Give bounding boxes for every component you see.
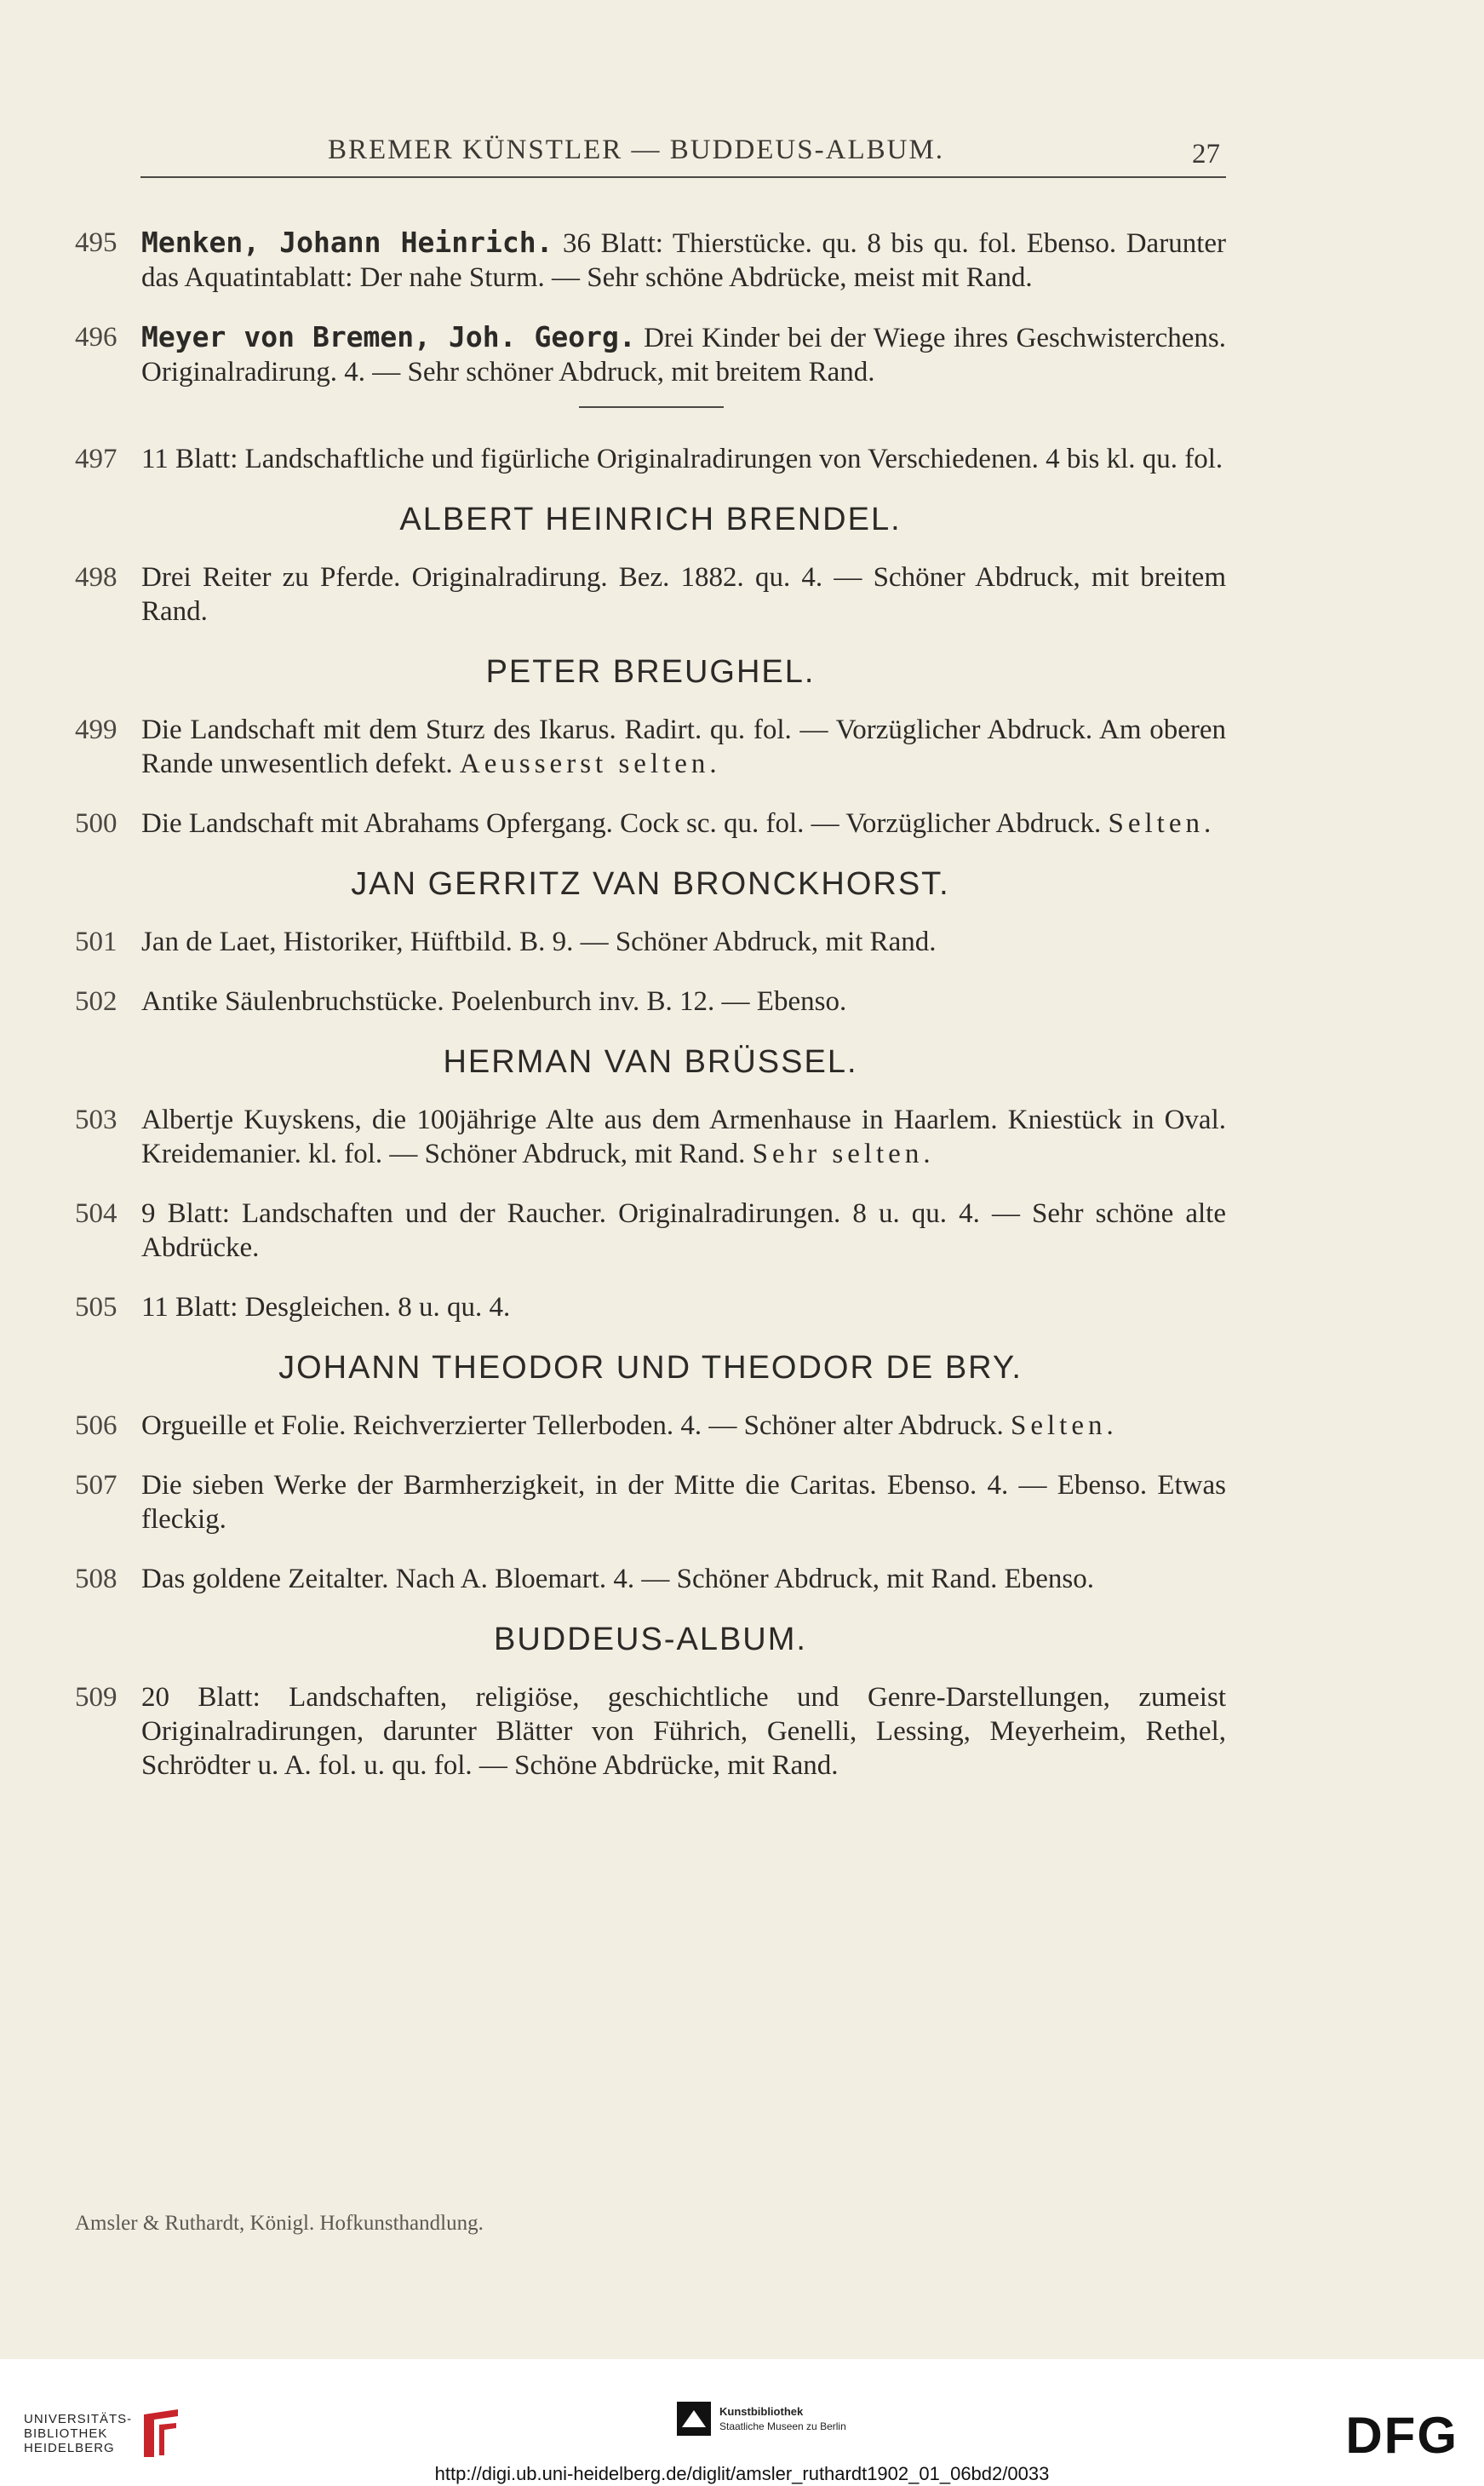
entry-text: 9 Blatt: Landschaften und der Raucher. Originalradirungen. 8 u. qu. 4. — Sehr schöne alte Abdrücke.	[141, 1198, 1226, 1263]
catalog-entry	[75, 925, 1226, 959]
entry-text: Jan de Laet, Historiker, Hüftbild. B. 9. — Schöner Abdruck, mit Rand.	[141, 927, 937, 957]
entry-number: 502	[75, 986, 117, 1017]
entry-number: 503	[75, 1105, 117, 1135]
header-rule	[140, 176, 1226, 178]
entry-text: Orgueille et Folie. Reichverzierter Tellerboden. 4. — Schöner alter Abdruck.	[141, 1410, 1011, 1441]
entry-number: 498	[75, 562, 117, 593]
catalog-entry	[75, 1103, 1226, 1171]
entry-number: 495	[75, 227, 117, 258]
digitization-footer	[0, 2359, 1484, 2486]
rarity-note: Aeusserst selten.	[459, 749, 721, 779]
entry-text: Die Landschaft mit Abrahams Opfergang. Cock sc. qu. fol. — Vorzüglicher Abdruck.	[141, 808, 1109, 839]
catalog-entry	[75, 226, 1226, 295]
entry-text: 36 Blatt: Thierstücke. qu. 8 bis qu. fol. Ebenso. Darunter das Aquatintablatt: Der nahe Sturm. — Sehr schöne Abdrücke, meist mit Rand.	[141, 228, 1226, 293]
entry-text: Albertje Kuyskens, die 100jährige Alte aus dem Armenhause in Haarlem. Kniestück in Oval. Kreidemanier. kl. fol. — Schöner Abdruck, mit Rand.	[141, 1105, 1226, 1169]
catalog-entry	[75, 1562, 1226, 1596]
artist-name: Menken, Johann Heinrich.	[141, 226, 553, 259]
catalog-entry	[75, 1290, 1226, 1324]
artist-name: Meyer von Bremen, Joh. Georg.	[141, 320, 636, 353]
entry-text: Drei Reiter zu Pferde. Originalradirung. Bez. 1882. qu. 4. — Schöner Abdruck, mit breitem Rand.	[141, 562, 1226, 627]
uni-logo-line: BIBLIOTHEK	[24, 2426, 108, 2441]
kb-title: Kunstbibliothek	[719, 2404, 804, 2418]
entry-text: Antike Säulenbruchstücke. Poelenburch inv. B. 12. — Ebenso.	[141, 986, 847, 1017]
rarity-note: Selten.	[1108, 808, 1216, 839]
rarity-note: Selten.	[1010, 1410, 1118, 1441]
entry-number: 496	[75, 322, 117, 353]
entry-number: 500	[75, 808, 117, 839]
heidelberg-library-logo[interactable]	[24, 2406, 185, 2460]
section-heading: ALBERT HEINRICH BRENDEL.	[399, 502, 902, 537]
entry-number: 508	[75, 1564, 117, 1594]
entry-text: Die sieben Werke der Barmherzigkeit, in der Mitte die Caritas. Ebenso. 4. — Ebenso. Etwas fleckig.	[141, 1470, 1226, 1535]
section-heading: PETER BREUGHEL.	[485, 654, 816, 690]
catalog-entry	[75, 560, 1226, 629]
catalog-entry	[75, 320, 1226, 389]
section-divider	[579, 406, 724, 408]
section-heading: JAN GERRITZ VAN BRONCKHORST.	[351, 866, 950, 902]
entry-number: 497	[75, 444, 117, 474]
catalog-entry	[75, 1468, 1226, 1536]
entry-text: Die Landschaft mit dem Sturz des Ikarus. Radirt. qu. fol. — Vorzüglicher Abdruck. Am oberen Rande unwesentlich defekt.	[141, 715, 1226, 779]
entry-number: 501	[75, 927, 117, 957]
running-head: BREMER KÜNSTLER — BUDDEUS-ALBUM.	[328, 135, 945, 165]
catalog-entry	[75, 1680, 1226, 1783]
entry-number: 504	[75, 1198, 117, 1229]
catalog-entry	[75, 442, 1226, 476]
uni-logo-line: UNIVERSITÄTS-	[24, 2411, 133, 2426]
entry-number: 499	[75, 715, 117, 745]
entry-text: 11 Blatt: Desgleichen. 8 u. qu. 4.	[141, 1292, 511, 1323]
catalog-entry	[75, 985, 1226, 1019]
catalog-entry	[75, 713, 1226, 781]
entry-text: 11 Blatt: Landschaftliche und figürliche Originalradirungen von Verschiedenen. 4 bis kl. qu. fol.	[141, 444, 1223, 474]
entry-number: 506	[75, 1410, 117, 1441]
page-number: 27	[1192, 139, 1220, 169]
section-heading: JOHANN THEODOR UND THEODOR DE BRY.	[278, 1350, 1023, 1386]
catalog-content	[75, 226, 1226, 1808]
entry-number: 507	[75, 1470, 117, 1501]
heidelberg-mark-icon	[137, 2406, 185, 2460]
rarity-note: Sehr selten.	[752, 1139, 935, 1169]
entry-number: 505	[75, 1292, 117, 1323]
entry-text: Das goldene Zeitalter. Nach A. Bloemart. 4. — Schöner Abdruck, mit Rand. Ebenso.	[141, 1564, 1095, 1594]
publisher-imprint: Amsler & Ruthardt, Königl. Hofkunsthandlung.	[75, 2212, 484, 2235]
dfg-logo[interactable]: DFG	[1345, 2407, 1458, 2464]
entry-number: 509	[75, 1682, 117, 1713]
kb-subtitle: Staatliche Museen zu Berlin	[719, 2420, 846, 2432]
kunstbibliothek-logo[interactable]	[677, 2402, 846, 2436]
entry-text: 20 Blatt: Landschaften, religiöse, geschichtliche und Genre-Darstellungen, zumeist Originalradirungen, darunter Blätter von Führich, Genelli, Lessing, Meyerheim, Rethel, Schrödter u. A. fol. u. qu. fol. — Schöne Abdrücke, mit Rand.	[141, 1682, 1226, 1781]
catalog-entry	[75, 1197, 1226, 1265]
section-heading: BUDDEUS-ALBUM.	[494, 1622, 807, 1657]
kunstbibliothek-mark-icon	[677, 2402, 711, 2436]
permalink-url[interactable]: http://digi.ub.uni-heidelberg.de/diglit/amsler_ruthardt1902_01_06bd2/0033	[434, 2463, 1050, 2484]
section-heading: HERMAN VAN BRÜSSEL.	[443, 1044, 858, 1080]
entry-text: Drei Kinder bei der Wiege ihres Geschwisterchens. Originalradirung. 4. — Sehr schöner Abdruck, mit breitem Rand.	[141, 323, 1226, 388]
catalog-entry	[75, 807, 1226, 841]
catalog-entry	[75, 1409, 1226, 1443]
uni-logo-line: HEIDELBERG	[24, 2440, 115, 2455]
